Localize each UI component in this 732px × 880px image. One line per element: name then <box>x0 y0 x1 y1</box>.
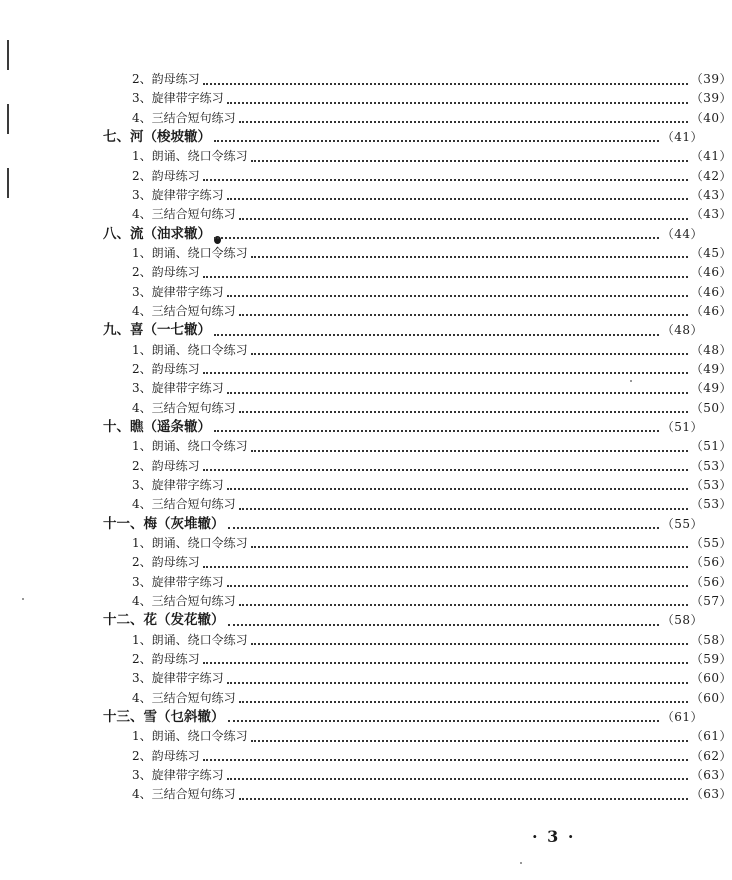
toc-entry-title: 3、旋律带字练习 <box>132 574 224 589</box>
dot-leader <box>239 217 688 220</box>
toc-entry-title: 2、韵母练习 <box>132 168 200 183</box>
toc-page-number: （61） <box>661 709 703 724</box>
toc-entry-title: 3、旋律带字练习 <box>132 671 224 686</box>
toc-page-number: （49） <box>690 361 732 376</box>
toc-page-number: （40） <box>690 110 732 125</box>
toc-section-row <box>0 262 732 282</box>
dot-leader <box>227 681 688 684</box>
toc-section-row <box>0 359 732 379</box>
toc-page-number: （53） <box>690 497 732 512</box>
toc-entry-title: 2、韵母练习 <box>132 458 200 473</box>
toc-entry-title: 2、韵母练习 <box>132 651 200 666</box>
toc-section-row <box>0 475 732 495</box>
dot-leader <box>203 758 688 761</box>
dot-leader <box>203 565 688 568</box>
toc-entry-title: 1、朗诵、绕口令练习 <box>132 342 248 357</box>
dot-leader <box>251 545 688 548</box>
toc-section-row <box>0 494 732 514</box>
toc-page-number: （62） <box>690 748 732 763</box>
dot-leader <box>203 661 688 664</box>
toc-section-row <box>0 630 732 650</box>
toc-page-number: （48） <box>690 342 732 357</box>
toc-chapter-row <box>0 610 703 630</box>
dot-leader <box>214 429 659 432</box>
toc-entry-title: 2、韵母练习 <box>132 555 200 570</box>
toc-page-number: （42） <box>690 168 732 183</box>
toc-page-number: （60） <box>690 671 732 686</box>
toc-chapter-row <box>0 707 703 727</box>
toc-entry-title: 1、朗诵、绕口令练习 <box>132 729 248 744</box>
toc-section-row <box>0 436 732 456</box>
dot-leader <box>228 719 660 722</box>
dot-leader <box>214 333 659 336</box>
dot-leader <box>239 507 688 510</box>
toc-chapter-row <box>0 320 703 340</box>
toc-page-number: （48） <box>661 323 703 338</box>
toc-entry-title: 1、朗诵、绕口令练习 <box>132 535 248 550</box>
dot-leader <box>251 159 688 162</box>
toc-page-number: （39） <box>690 72 732 86</box>
toc-section-row <box>0 88 732 108</box>
toc-page-number: （63） <box>690 787 732 802</box>
toc-section-row <box>0 688 732 708</box>
toc-entry-title: 3、旋律带字练习 <box>132 91 224 106</box>
dot-leader <box>239 120 688 123</box>
toc-section-row <box>0 204 732 224</box>
toc-entry-title: 3、旋律带字练习 <box>132 284 224 299</box>
toc-entry-title: 3、旋律带字练习 <box>132 767 224 782</box>
toc-section-row <box>0 282 732 302</box>
dot-leader <box>228 526 660 529</box>
dot-leader <box>239 797 688 800</box>
toc-page-number: （45） <box>690 245 732 260</box>
toc-section-row <box>0 726 732 746</box>
toc-page-number: （46） <box>690 284 732 299</box>
toc-entry-title: 4、三结合短句练习 <box>132 787 236 802</box>
toc-page-number: （58） <box>661 613 703 628</box>
toc-section-row <box>0 108 732 128</box>
toc-entry-title: 2、韵母练习 <box>132 265 200 280</box>
dot-leader <box>251 739 688 742</box>
toc-section-row <box>0 69 732 89</box>
toc-section-row <box>0 668 732 688</box>
dot-leader <box>227 487 688 490</box>
toc-entry-title: 1、朗诵、绕口令练习 <box>132 245 248 260</box>
dot-leader <box>228 623 660 626</box>
toc-section-row <box>0 301 732 321</box>
toc-page-number: （56） <box>690 555 732 570</box>
dot-leader <box>227 101 688 104</box>
dot-leader <box>227 197 688 200</box>
toc-page-number: （53） <box>690 477 732 492</box>
dot-leader <box>239 700 688 703</box>
dot-leader <box>203 371 688 374</box>
toc-page-number: （46） <box>690 265 732 280</box>
toc-page-number: （57） <box>690 593 732 608</box>
page-number: · 3 · <box>532 827 576 846</box>
toc-section-row <box>0 649 732 669</box>
toc-page-number: （50） <box>690 400 732 415</box>
toc-page-number: （39） <box>690 91 732 106</box>
toc-section-row <box>0 166 732 186</box>
toc-page-number: （58） <box>690 632 732 647</box>
dot-leader <box>251 352 688 355</box>
dot-leader <box>203 468 688 471</box>
toc-page-number: （55） <box>690 535 732 550</box>
toc-page-number: （59） <box>690 651 732 666</box>
toc-entry-title: 4、三结合短句练习 <box>132 303 236 318</box>
dot-leader <box>227 584 688 587</box>
toc-section-row <box>0 591 732 611</box>
dot-leader <box>251 642 688 645</box>
toc-section-row <box>0 746 732 766</box>
toc-chapter-row <box>0 224 703 244</box>
toc-page-number: （61） <box>690 729 732 744</box>
scan-edge-mark <box>7 40 9 70</box>
toc-page-number: （43） <box>690 187 732 202</box>
dot-leader <box>214 139 659 142</box>
dot-leader <box>203 178 688 181</box>
toc-entry-title: 2、韵母练习 <box>132 361 200 376</box>
toc-section-row <box>0 552 732 572</box>
toc-page-number: （44） <box>661 226 703 241</box>
toc-entry-title: 十、瞧（遥条辙） <box>103 418 211 435</box>
toc-page-number: （41） <box>690 149 732 164</box>
toc-entry-title: 1、朗诵、绕口令练习 <box>132 632 248 647</box>
toc-page-number: （41） <box>661 129 703 144</box>
dot-leader <box>227 294 688 297</box>
toc-entry-title: 3、旋律带字练习 <box>132 187 224 202</box>
toc-section-row <box>0 146 732 166</box>
toc-entry-title: 八、流（油求辙） <box>103 225 211 242</box>
dot-leader <box>227 777 688 780</box>
toc-page-number: （60） <box>690 690 732 705</box>
toc-entry-title: 4、三结合短句练习 <box>132 497 236 512</box>
toc-entry-title: 2、韵母练习 <box>132 748 200 763</box>
dot-leader <box>239 313 688 316</box>
toc-page-number: （56） <box>690 574 732 589</box>
dot-leader <box>251 449 688 452</box>
dot-leader <box>214 236 659 239</box>
toc-entry-title: 1、朗诵、绕口令练习 <box>132 149 248 164</box>
toc-section-row <box>0 378 732 398</box>
toc-entry-title: 十一、梅（灰堆辙） <box>103 515 225 532</box>
toc-entry-title: 3、旋律带字练习 <box>132 381 224 396</box>
toc-section-row <box>0 784 732 804</box>
toc-entry-title: 七、河（梭坡辙） <box>103 128 211 145</box>
toc-page-number: （51） <box>661 419 703 434</box>
toc-page-number: （46） <box>690 303 732 318</box>
dot-leader <box>251 255 688 258</box>
toc-entry-title: 4、三结合短句练习 <box>132 400 236 415</box>
toc-section-row <box>0 572 732 592</box>
toc-entry-title: 4、三结合短句练习 <box>132 593 236 608</box>
toc-entry-title: 4、三结合短句练习 <box>132 690 236 705</box>
toc-page-number: （51） <box>690 439 732 454</box>
toc-page-number: （53） <box>690 458 732 473</box>
toc-entry-title: 2、韵母练习 <box>132 72 200 86</box>
dot-leader <box>239 603 688 606</box>
toc-chapter-row <box>0 417 703 437</box>
scan-speck <box>520 862 522 864</box>
toc-chapter-row <box>0 127 703 147</box>
dot-leader <box>239 410 688 413</box>
toc-entry-title: 4、三结合短句练习 <box>132 110 236 125</box>
toc-section-row <box>0 243 732 263</box>
toc-section-row <box>0 456 732 476</box>
toc-entry-title: 1、朗诵、绕口令练习 <box>132 439 248 454</box>
toc-entry-title: 十二、花（发花辙） <box>103 612 225 629</box>
toc-section-row <box>0 340 732 360</box>
toc-section-row <box>0 765 732 785</box>
toc-chapter-row <box>0 514 703 534</box>
toc-section-row <box>0 533 732 553</box>
dot-leader <box>227 391 688 394</box>
dot-leader <box>203 82 688 85</box>
toc-section-row <box>0 185 732 205</box>
toc-page-number: （43） <box>690 207 732 222</box>
toc-page-number: （49） <box>690 381 732 396</box>
dot-leader <box>203 275 688 278</box>
toc-page-number: （63） <box>690 767 732 782</box>
toc-page-number: （55） <box>661 516 703 531</box>
toc-entry-title: 九、喜（一七辙） <box>103 322 211 339</box>
toc-entry-title: 3、旋律带字练习 <box>132 477 224 492</box>
toc-entry-title: 十三、雪（乜斜辙） <box>103 708 225 725</box>
toc-section-row <box>0 398 732 418</box>
toc-entry-title: 4、三结合短句练习 <box>132 207 236 222</box>
